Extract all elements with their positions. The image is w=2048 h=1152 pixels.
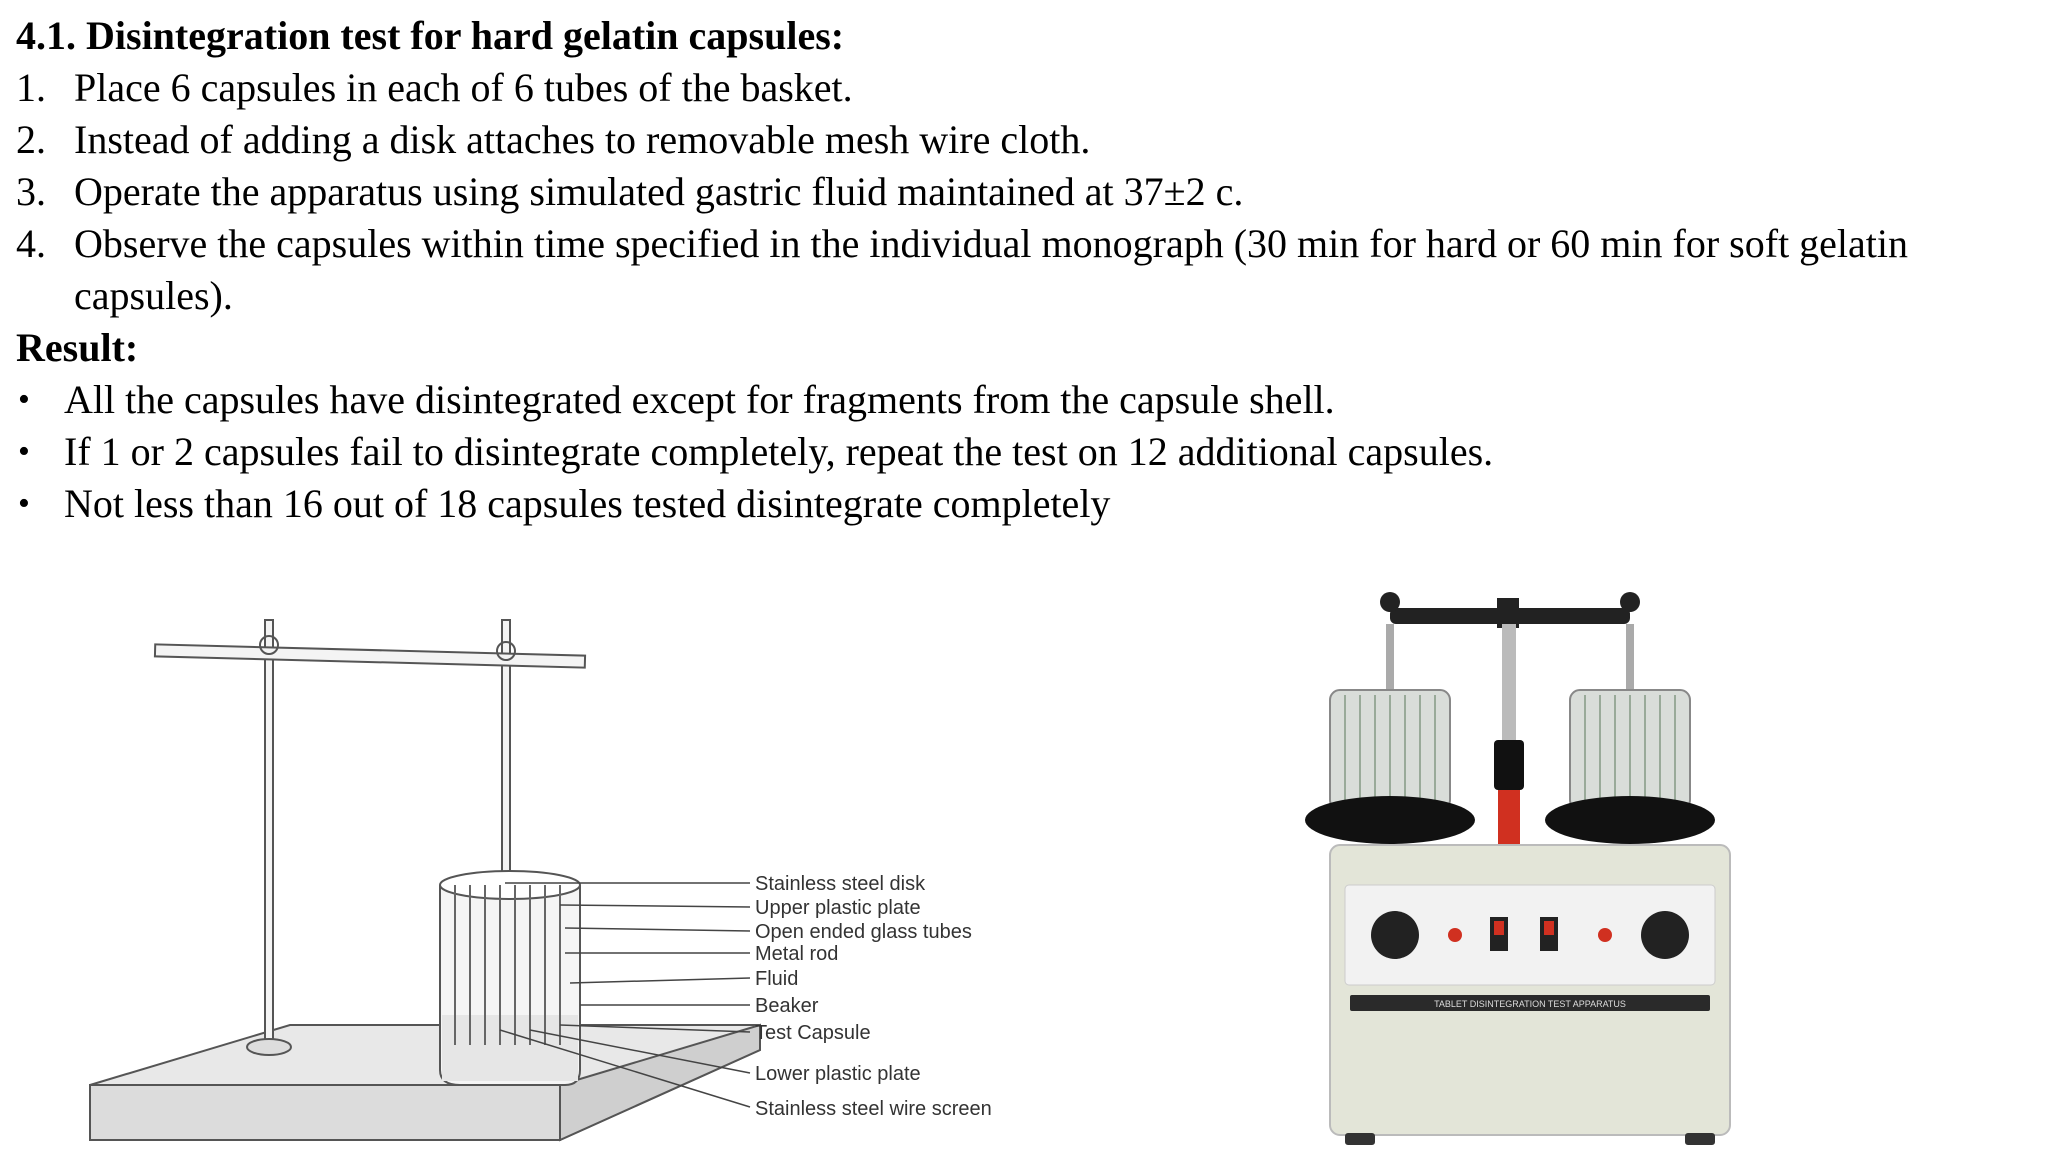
label-stainless-steel-disk: Stainless steel disk <box>755 873 926 895</box>
bullet-icon: • <box>18 433 30 470</box>
label-test-capsule: Test Capsule <box>755 1022 871 1044</box>
step-text: Observe the capsules within time specified in the individual monograph (30 min for hard or 60 min for soft gelatin capsules). <box>74 221 1909 318</box>
label-wire-screen: Stainless steel wire screen <box>755 1098 992 1120</box>
step-text: Instead of adding a disk attaches to removable mesh wire cloth. <box>74 117 1091 162</box>
text-block <box>16 10 2016 530</box>
step-item <box>16 166 2016 218</box>
step-text: Place 6 capsules in each of 6 tubes of the basket. <box>74 65 853 110</box>
apparatus-nameplate: TABLET DISINTEGRATION TEST APPARATUS <box>1434 999 1626 1009</box>
step-item <box>16 62 2016 114</box>
right-basket <box>1570 690 1690 810</box>
step-number: 2. <box>16 117 46 162</box>
left-basket <box>1330 690 1450 810</box>
section-heading: 4.1. Disintegration test for hard gelatin capsules: <box>16 13 845 58</box>
result-heading: Result: <box>16 325 139 370</box>
step-text: Operate the apparatus using simulated gastric fluid maintained at 37±2 c. <box>74 169 1244 214</box>
label-glass-tubes: Open ended glass tubes <box>755 921 972 943</box>
bullet-icon: • <box>18 381 30 418</box>
result-list <box>16 374 2016 530</box>
result-text: All the capsules have disintegrated except for fragments from the capsule shell. <box>64 377 1335 422</box>
step-number: 3. <box>16 169 46 214</box>
bullet-icon: • <box>18 485 30 522</box>
result-item <box>16 426 2016 478</box>
cross-bar <box>155 644 585 667</box>
result-text: If 1 or 2 capsules fail to disintegrate completely, repeat the test on 12 additional capsules. <box>64 429 1494 474</box>
label-metal-rod: Metal rod <box>755 943 839 965</box>
step-number: 4. <box>16 221 46 266</box>
apparatus-photo <box>1250 580 1770 1150</box>
label-fluid: Fluid <box>755 968 799 990</box>
result-item <box>16 478 2016 530</box>
step-number: 1. <box>16 65 46 110</box>
right-knob-icon <box>1641 911 1689 959</box>
disintegration-apparatus-diagram <box>60 585 1010 1145</box>
procedure-steps <box>16 62 2016 322</box>
label-lower-plastic-plate: Lower plastic plate <box>755 1063 921 1085</box>
step-item <box>16 114 2016 166</box>
result-item <box>16 374 2016 426</box>
label-beaker: Beaker <box>755 995 819 1017</box>
result-text: Not less than 16 out of 18 capsules tested disintegrate completely <box>64 481 1111 526</box>
label-upper-plastic-plate: Upper plastic plate <box>755 897 921 919</box>
left-knob-icon <box>1371 911 1419 959</box>
left-stand-rod <box>265 620 273 1050</box>
step-item <box>16 218 2016 322</box>
